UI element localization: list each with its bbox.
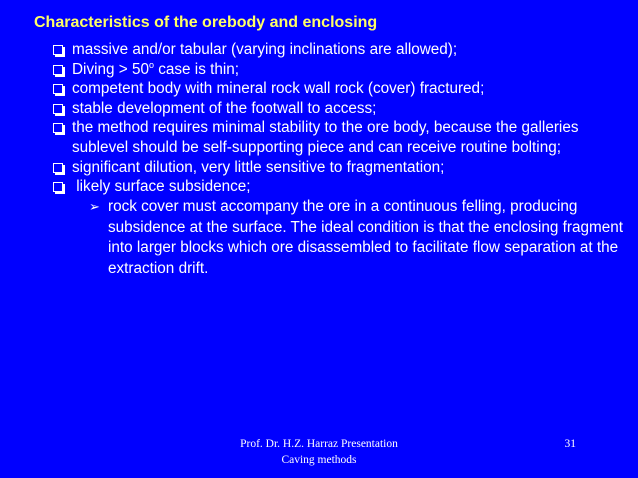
bullet-item <box>70 79 630 99</box>
bullet-text: stable development of the footwall to access; <box>72 99 377 117</box>
bullet-text: competent body with mineral rock wall rock (cover) fractured; <box>72 80 485 98</box>
bullet-item <box>70 60 630 80</box>
checkbox-bullet-icon <box>53 104 63 114</box>
sub-bullet-item <box>89 197 628 280</box>
bullet-text: massive and/or tabular (varying inclinations are allowed); <box>72 41 458 58</box>
slide-title: Characteristics of the orebody and enclosing <box>34 14 378 31</box>
bullet-list <box>70 40 630 280</box>
footer-topic: Caving methods <box>281 454 357 466</box>
sub-bullet-text: rock cover must accompany the ore in a continuous felling, producing subsidence at the surface. The ideal condition is that the enclosing fragment into larger blocks which ore disassembled to facilitate flow separation at the extraction drift. <box>108 197 624 278</box>
arrow-bullet-icon: ➢ <box>89 198 100 214</box>
bullet-text: significant dilution, very little sensitive to fragmentation; <box>72 158 445 176</box>
checkbox-bullet-icon <box>53 65 63 75</box>
bullet-item <box>70 40 630 60</box>
bullet-text-part: Diving > 50 <box>72 60 149 78</box>
bullet-text: likely surface subsidence; <box>72 178 251 196</box>
bullet-item <box>70 99 630 119</box>
degree-superscript: o <box>148 59 154 70</box>
checkbox-bullet-icon <box>53 182 63 192</box>
bullet-text-part: case is thin; <box>153 60 240 78</box>
bullet-item <box>70 118 630 157</box>
checkbox-bullet-icon <box>53 45 63 55</box>
bullet-text <box>70 60 630 80</box>
checkbox-bullet-icon <box>53 163 63 173</box>
bullet-item <box>70 177 630 197</box>
footer-author: Prof. Dr. H.Z. Harraz Presentation <box>240 438 398 450</box>
checkbox-bullet-icon <box>53 84 63 94</box>
footer <box>0 436 638 468</box>
page-number: 31 <box>564 438 576 450</box>
bullet-item <box>70 158 630 178</box>
checkbox-bullet-icon <box>53 123 63 133</box>
sub-bullet-list <box>89 197 628 280</box>
bullet-text: the method requires minimal stability to the ore body, because the galleries sublevel should be self-supporting piece and can receive routine bolting; <box>72 119 579 156</box>
